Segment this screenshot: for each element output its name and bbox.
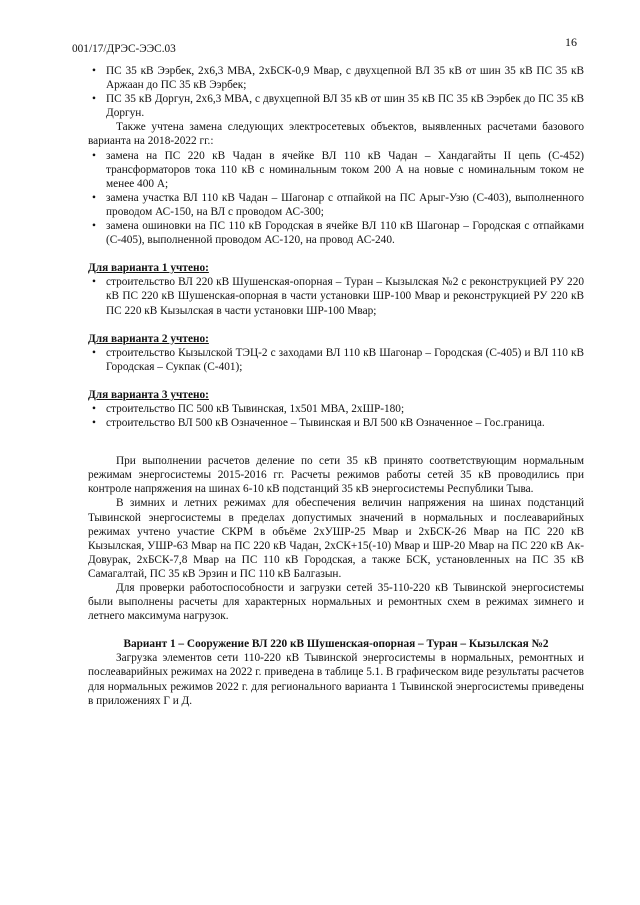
- variant3-heading: Для варианта 3 учтено:: [88, 388, 209, 401]
- section-text: Загрузка элементов сети 110-220 кВ Тывинской энергосистемы в нормальных, ремонтных и послеаварийных режимах на 2022 г. приведена в таблице 5.1. В графическом виде результаты расчетов для нормальных режимов 2022 г. для регионального варианта 1 Тывинской энергосистемы приведены в приложениях Г и Д.: [88, 652, 584, 707]
- list-item: • ПС 35 кВ Доргун, 2х6,3 МВА, с двухцепной ВЛ 35 кВ от шин 35 кВ ПС 35 кВ Ээрбек до ПС 35 кВ Доргун.: [92, 93, 584, 120]
- variant1-list: [88, 275, 584, 317]
- bullet-icon: •: [92, 149, 96, 162]
- variant3-list: [88, 402, 584, 430]
- page-number: 16: [565, 35, 577, 49]
- list-item: • замена ошиновки на ПС 110 кВ Городская в ячейке ВЛ 110 кВ Шагонар – Городская с отпайками (С-405), выполненной проводом АС-120, на провод АС-240.: [92, 220, 584, 247]
- bullet-icon: •: [92, 276, 96, 289]
- list-item: • строительство ПС 500 кВ Тывинская, 1х501 МВА, 2хШР-180;: [92, 402, 405, 415]
- variant2-list: [88, 346, 584, 374]
- section-title: Вариант 1 – Сооружение ВЛ 220 кВ Шушенская-опорная – Туран – Кызылская №2: [123, 638, 549, 651]
- variant2-heading: Для варианта 2 учтено:: [88, 332, 209, 345]
- substation-list: [88, 64, 584, 120]
- bullet-icon: •: [92, 220, 96, 233]
- paragraph-reactive-power: В зимних и летних режимах для обеспечения величин напряжения на шинах подстанций Тывинской энергосистемы в пределах допустимых значений в нормальных и послеаварийных режимах учтено участие СКРМ в объёме 2хУШР-25 Мвар и 2хБСК-26 Мвар на ПС 220 кВ Кызылская, УШР-63 Мвар на ПС 220 кВ Чадан, 2хСК+15(-10) Мвар и ШР-20 Мвар на ПС 220 кВ Ак-Довурак, 2хБСК-7,8 Мвар на ПС 110 кВ Городская, а также БСК, установленных на ПС 35 кВ Самагалтай, ПС 35 кВ Эрзин и ПС 110 кВ Балгазын.: [88, 497, 584, 580]
- replacement-list: [88, 149, 584, 248]
- list-item: • ПС 35 кВ Ээрбек, 2х6,3 МВА, 2хБСК-0,9 Мвар, с двухцепной ВЛ 35 кВ от шин 35 кВ ПС 35 кВ Аржаан до ПС 35 кВ Ээрбек;: [92, 65, 584, 92]
- replacement-intro: Также учтена замена следующих электросетевых объектов, выявленных расчетами базового варианта на 2018-2022 гг.:: [88, 121, 584, 148]
- variant1-heading: Для варианта 1 учтено:: [88, 262, 209, 275]
- bullet-icon: •: [92, 417, 96, 430]
- list-item: • строительство ВЛ 220 кВ Шушенская-опорная – Туран – Кызылская №2 с реконструкцией РУ 220 кВ ПС 220 кВ Шушенская-опорная в части установки ШР-100 Мвар и реконструкцией РУ 220 кВ ПС 220 кВ Кызылская в части установки ШР-100 Мвар;: [92, 276, 584, 317]
- bullet-icon: •: [92, 191, 96, 204]
- paragraph-verification: Для проверки работоспособности и загрузки сетей 35-110-220 кВ Тывинской энергосистемы были выполнены расчеты для характерных нормальных и ремонтных схем в режимах зимнего и летнего максимума нагрузок.: [88, 582, 584, 623]
- bullet-icon: •: [92, 65, 96, 77]
- list-item: • строительство Кызылской ТЭЦ-2 с заходами ВЛ 110 кВ Шагонар – Городская (С-405) и ВЛ 110 кВ Городская – Сукпак (С-401);: [92, 346, 584, 373]
- bullet-icon: •: [92, 346, 96, 359]
- list-item: • замена на ПС 220 кВ Чадан в ячейке ВЛ 110 кВ Чадан – Хандагайты II цепь (С-452) трансформаторов тока 110 кВ с номинальным током 200 А на новые с номинальным током не менее 400 А;: [92, 149, 584, 190]
- document-code: 001/17/ДРЭС-ЭЭС.03: [72, 43, 176, 55]
- list-item: • замена участка ВЛ 110 кВ Чадан – Шагонар с отпайкой на ПС Арыг-Узю (С-403), выполненного проводом АС-150, на ВЛ с проводом АС-300;: [92, 191, 584, 218]
- bullet-icon: •: [92, 402, 96, 415]
- paragraph-calculation: При выполнении расчетов деление по сети 35 кВ принято соответствующим нормальным режимам энергосистемы 2015-2016 гг. Расчеты режимов работы сетей 35 кВ проводились при контроле напряжения на шинах 6-10 кВ подстанций 35 кВ энергосистемы Республики Тыва.: [88, 455, 584, 496]
- list-item: • строительство ВЛ 500 кВ Означенное – Тывинская и ВЛ 500 кВ Означенное – Гос.граница.: [92, 417, 545, 430]
- document-body: [88, 64, 584, 708]
- bullet-icon: •: [92, 93, 96, 106]
